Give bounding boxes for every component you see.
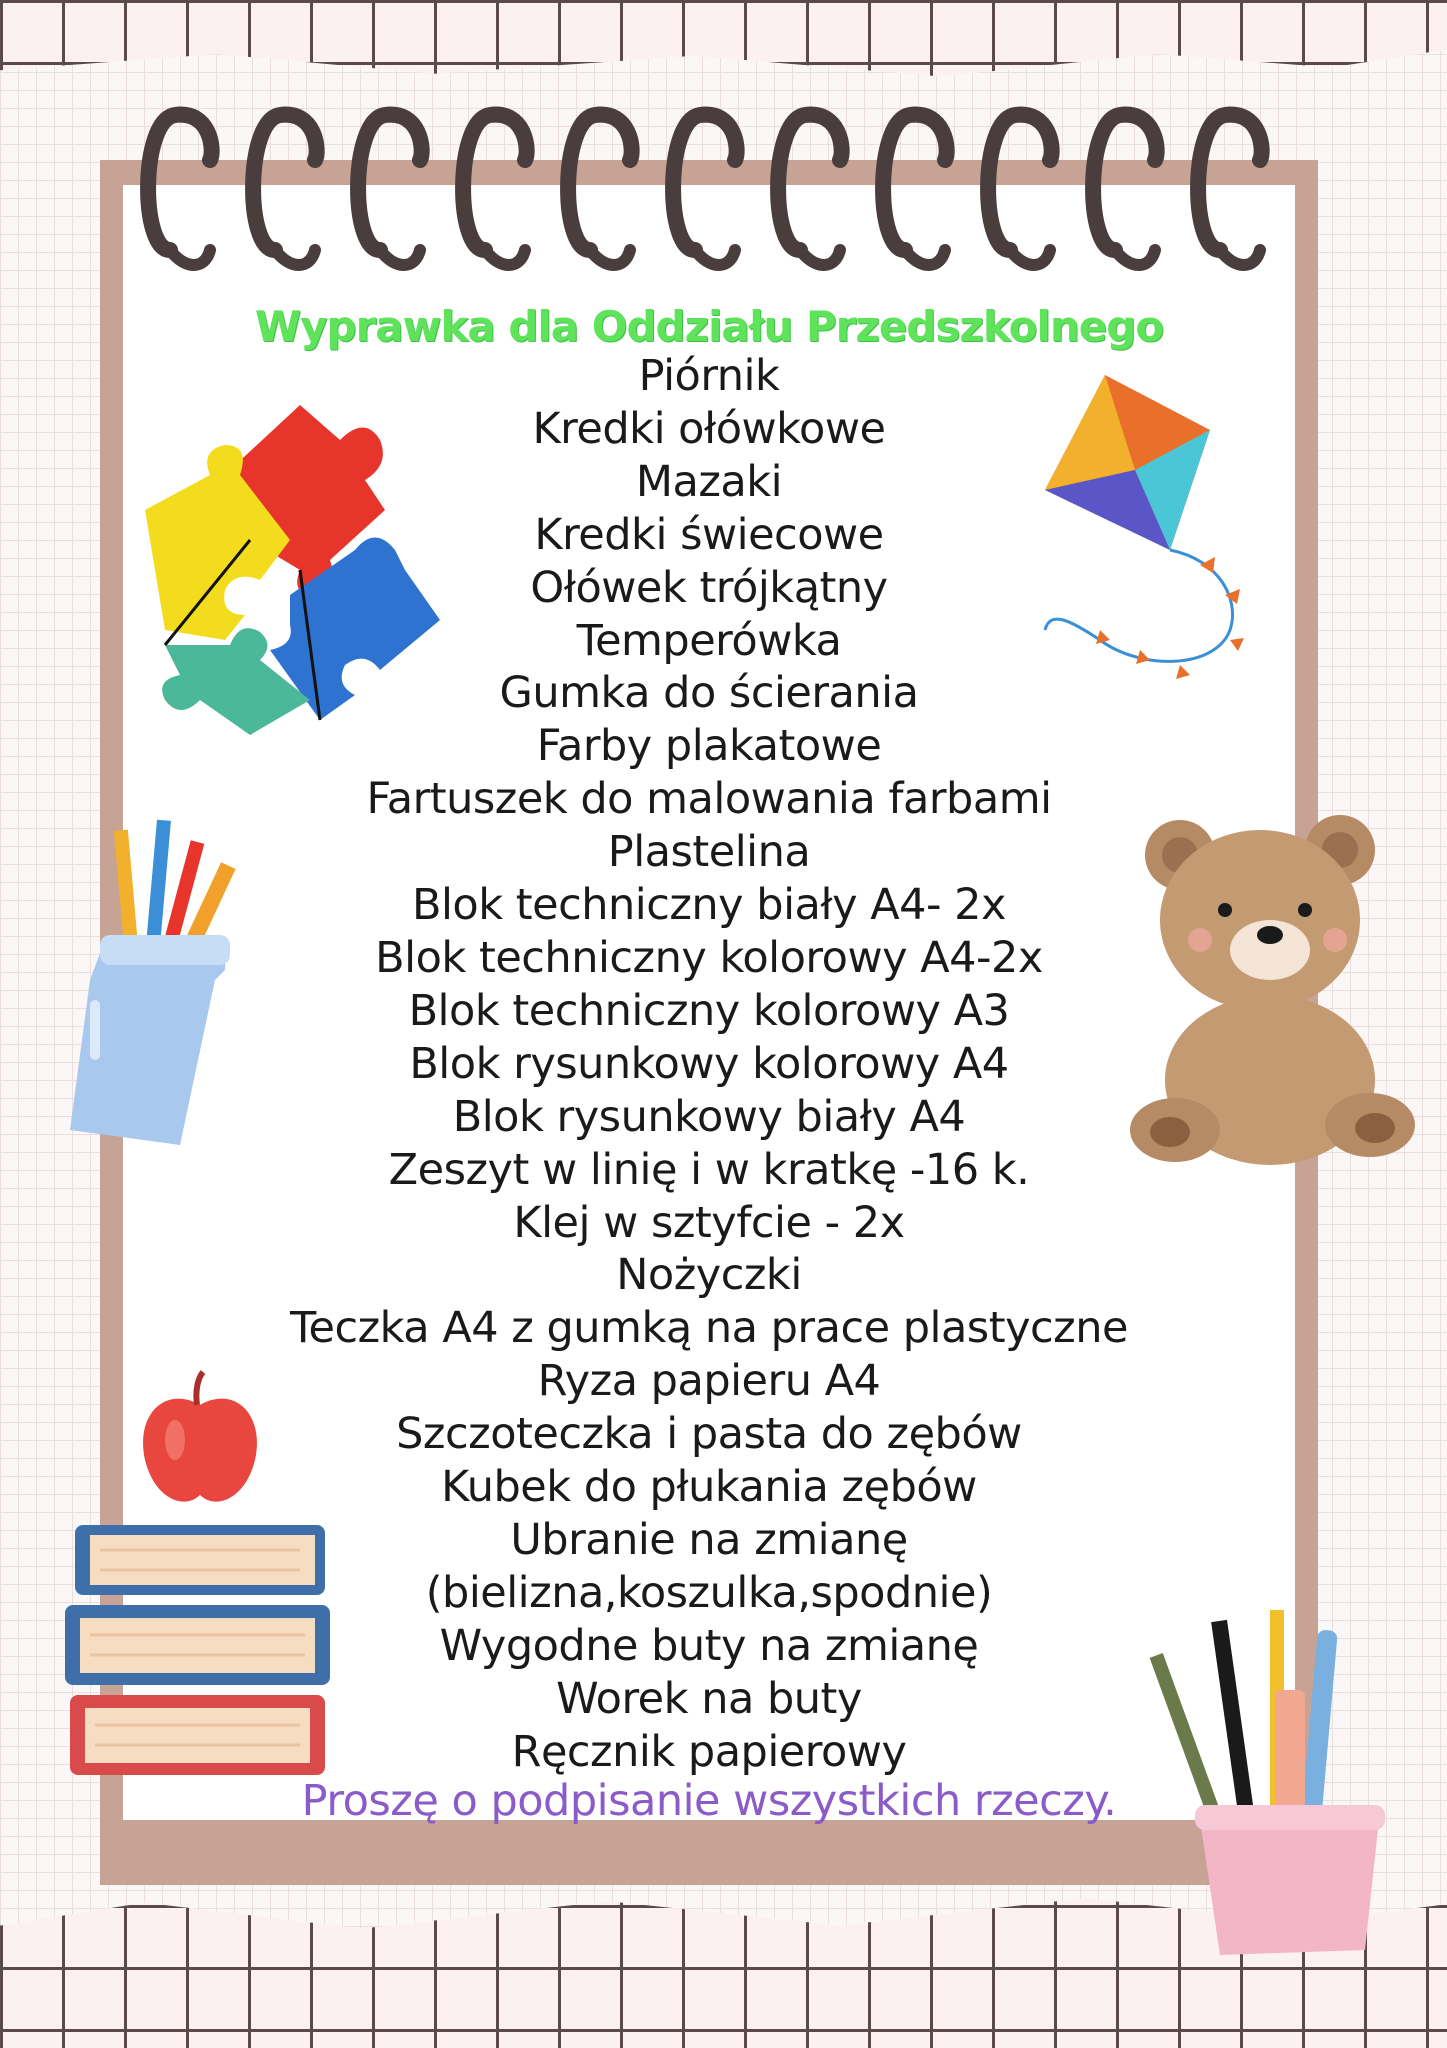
supply-list-item: Worek na buty — [556, 1673, 862, 1724]
supply-list-item: Fartuszek do malowania farbami — [366, 774, 1052, 825]
books-icon — [60, 1510, 340, 1790]
page-title: Wyprawka dla Oddziału Przedszkolnego — [254, 302, 1164, 351]
supply-list-item: Kredki ołówkowe — [532, 403, 886, 454]
supply-list-item: Teczka A4 z gumką na prace plastyczne — [290, 1303, 1128, 1354]
spiral-binding-icon — [130, 100, 1290, 290]
supply-list-item: Klej w sztyfcie - 2x — [513, 1197, 905, 1248]
apple-icon — [135, 1370, 265, 1510]
puzzle-icon — [140, 400, 440, 740]
pencil-cup-icon — [30, 800, 250, 1160]
supply-list-item: Farby plakatowe — [536, 721, 882, 772]
supply-list-item: Gumka do ścierania — [499, 668, 919, 719]
pen-cup-icon — [1140, 1610, 1410, 1960]
supply-list-item: Ryza papieru A4 — [537, 1356, 881, 1407]
supply-list-item: Blok techniczny kolorowy A3 — [408, 985, 1010, 1036]
supply-list-item: Ubranie na zmianę — [510, 1514, 908, 1565]
supply-list-item: Zeszyt w linię i w kratkę -16 k. — [388, 1144, 1030, 1195]
supply-list-item: Blok rysunkowy biały A4 — [452, 1091, 966, 1142]
supply-list-item: Blok techniczny kolorowy A4-2x — [375, 932, 1043, 983]
supply-list-item: Szczoteczka i pasta do zębów — [396, 1409, 1022, 1460]
kite-icon — [1040, 370, 1270, 710]
supply-list-item: (bielizna,koszulka,spodnie) — [425, 1567, 993, 1618]
supply-list-item: Kubek do płukania zębów — [441, 1462, 977, 1513]
supply-list-item: Blok techniczny biały A4- 2x — [411, 880, 1006, 931]
supply-list-item: Blok rysunkowy kolorowy A4 — [409, 1038, 1009, 1089]
supply-list-item: Plastelina — [607, 827, 811, 878]
footer-note: Proszę o podpisanie wszystkich rzeczy. — [301, 1776, 1117, 1826]
grid-paper-top-edge — [0, 0, 1447, 90]
supply-list-item: Ręcznik papierowy — [511, 1726, 907, 1777]
supply-list-item: Mazaki — [635, 456, 783, 507]
supply-list-item: Kredki świecowe — [534, 509, 884, 560]
supply-list-item: Wygodne buty na zmianę — [439, 1620, 979, 1671]
supply-list-item: Ołówek trójkątny — [530, 562, 888, 613]
supply-list-item: Temperówka — [576, 615, 842, 666]
supply-list-item: Nożyczki — [616, 1250, 802, 1301]
supply-list-item: Piórnik — [638, 351, 780, 401]
teddy-bear-icon — [1130, 810, 1420, 1170]
